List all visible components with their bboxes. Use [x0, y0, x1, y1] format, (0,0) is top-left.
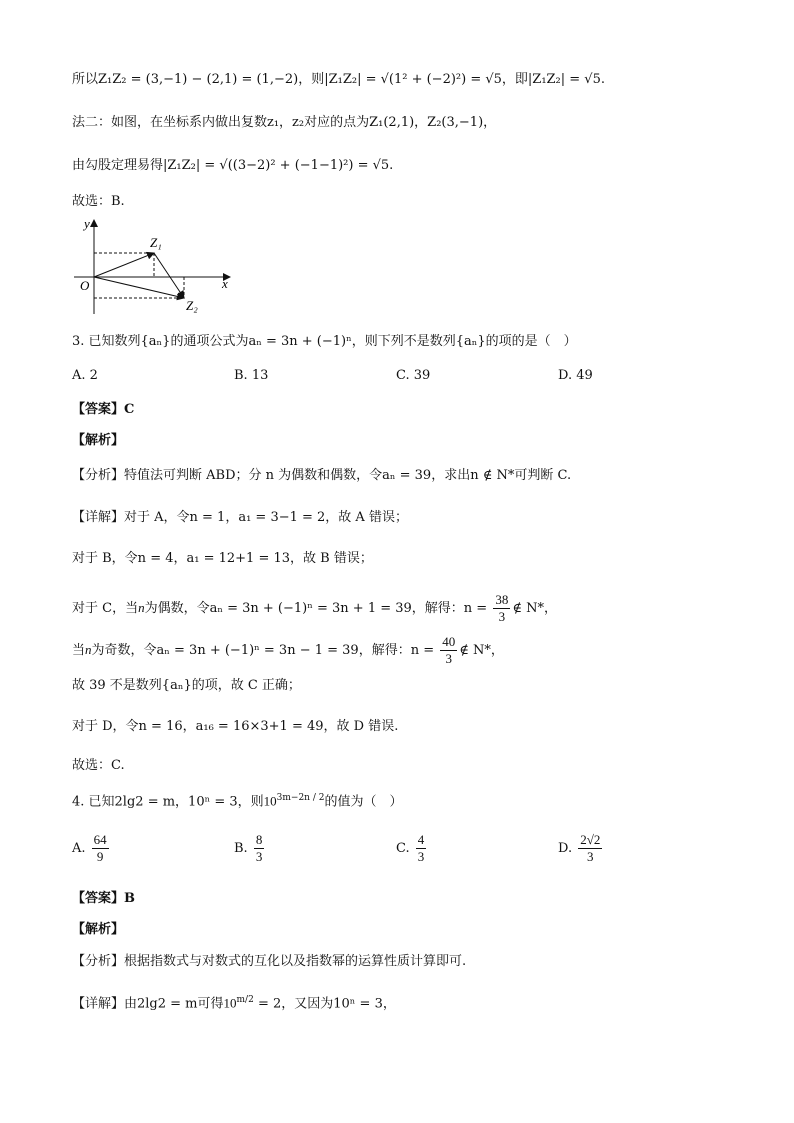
z2-label: Z₂	[186, 298, 198, 313]
q4-analysis-heading: 【解析】	[72, 922, 125, 937]
fraction-40-3: $\frac{40}{3}$	[442, 634, 456, 666]
question-4: 4. 已知2lg2 = m，10ⁿ = 3，则$10^{3m-2n / 2}$的值为（ ）	[72, 793, 403, 810]
q4-answer: 【答案】B	[72, 891, 135, 906]
q4-option-d: D. $\frac{2√2}{3}$	[558, 832, 601, 864]
q4-option-c: C. $\frac{4}{3}$	[396, 832, 425, 864]
fraction-38-3: $\frac{38}{3}$	[495, 592, 509, 624]
z1-label: Z₁	[150, 235, 162, 250]
q3-analysis: 【分析】特值法可判断 ABD；分 n 为偶数和偶数，令aₙ = 39，求出n ∉ N*可判断 C.	[72, 468, 572, 483]
pythagorean-line: 由勾股定理易得|Z₁Z₂| = √((3−2)² + (−1−1)²) = √5.	[72, 158, 394, 173]
vector-oz2	[94, 277, 184, 298]
q3-analysis-heading: 【解析】	[72, 433, 125, 448]
q3-detail-a: 【详解】对于 A，令n = 1，a₁ = 3−1 = 2，故 A 错误；	[72, 510, 408, 525]
q3-detail-c-conclusion: 故 39 不是数列{aₙ}的项，故 C 正确；	[72, 678, 301, 693]
y-label: y	[84, 216, 90, 231]
q4-option-b: B. $\frac{8}{3}$	[234, 832, 263, 864]
origin-label: O	[80, 278, 90, 293]
vector-z1z2	[154, 253, 184, 298]
q3-option-b: B. 13	[234, 368, 269, 383]
x-label: x	[222, 276, 228, 291]
q3-detail-c-odd: 当n为奇数，令aₙ = 3n + (−1)ⁿ = 3n − 1 = 39，解得：n = $\frac{40}{3}$ ∉ N*，	[72, 634, 504, 666]
q3-detail-b: 对于 B，令n = 4，a₁ = 12+1 = 13，故 B 错误；	[72, 551, 373, 566]
q3-final-choice: 故选：C.	[72, 758, 125, 773]
solution-line-1: 所以Z₁Z₂ = (3,−1) − (2,1) = (1,−2)，则|Z₁Z₂| = √(1² + (−2)²) = √5，即|Z₁Z₂| = √5.	[72, 72, 605, 87]
q3-option-a: A. 2	[72, 368, 98, 383]
method-two-line: 法二：如图，在坐标系内做出复数z₁，z₂对应的点为Z₁(2,1)，Z₂(3,−1)，	[72, 115, 497, 130]
question-3: 3. 已知数列{aₙ}的通项公式为aₙ = 3n + (−1)ⁿ，则下列不是数列{aₙ}的项的是（ ）	[72, 334, 577, 349]
q4-analysis: 【分析】根据指数式与对数式的互化以及指数幂的运算性质计算即可.	[72, 954, 467, 969]
q3-detail-d: 对于 D，令n = 16，a₁₆ = 16×3+1 = 49，故 D 错误.	[72, 719, 399, 734]
q3-option-c: C. 39	[396, 368, 431, 383]
q4-detail: 【详解】由2lg2 = m可得$10^{m/2} = 2$，又因为10ⁿ = 3，	[72, 995, 396, 1012]
q3-detail-c-even: 对于 C，当n为偶数，令aₙ = 3n + (−1)ⁿ = 3n + 1 = 39，解得：n = $\frac{38}{3}$ ∉ N*，	[72, 592, 557, 624]
q3-answer: 【答案】C	[72, 402, 135, 417]
q3-option-d: D. 49	[558, 368, 593, 383]
coordinate-figure	[72, 214, 242, 318]
q4-option-a: A. $\frac{64}{9}$	[72, 832, 107, 864]
answer-choice-line: 故选：B.	[72, 194, 125, 209]
vector-oz1	[94, 253, 154, 277]
